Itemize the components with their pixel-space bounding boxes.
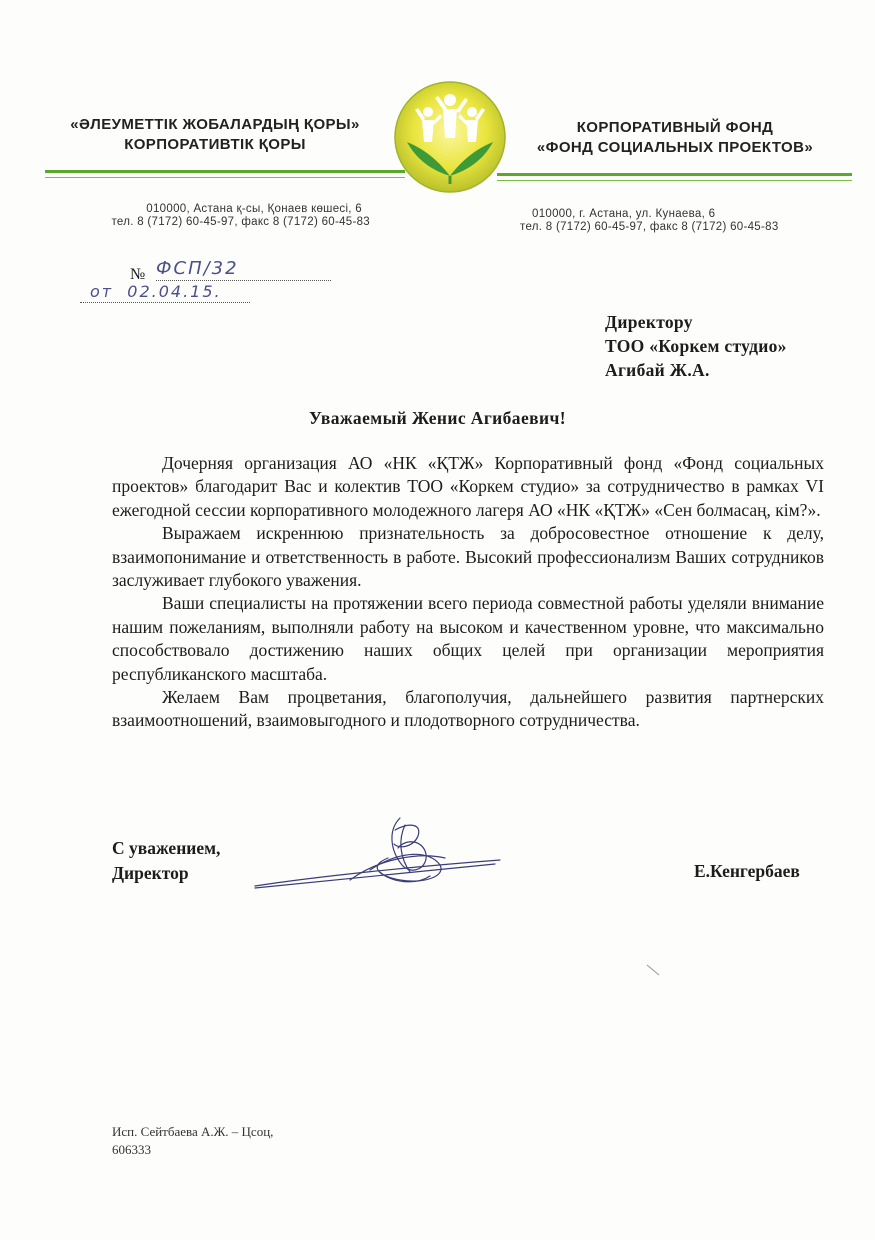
recipient-company: ТОО «Коркем студио» (605, 336, 787, 356)
org-name-kazakh-line2: КОРПОРАТИВТІК ҚОРЫ (124, 136, 306, 153)
executor-block (112, 1123, 273, 1159)
address-block-right (520, 208, 860, 234)
letter-body (112, 452, 824, 733)
address-left: 010000, Астана қ-сы, Қонаев көшесі, 6 (146, 203, 362, 215)
registration-number: ФСП/32 (156, 258, 239, 279)
closing-title: Директор (112, 863, 189, 883)
body-paragraph: Желаем Вам процветания, благополучия, дальнейшего развития партнерских взаимоотношений, взаимовыгодного и плодотворного сотрудничества. (112, 687, 824, 731)
body-paragraph: Ваши специалисты на протяжении всего периода совместной работы уделяли внимание нашим пожеланиям, выполняли работу на высоком и качественном уровне, что максимально способствовало достижению наших общих целей при организации мероприятия республиканского масштаба. (112, 593, 824, 684)
date-value: 02.04.15. (127, 282, 222, 301)
body-paragraph: Выражаем искреннюю признательность за добросовестное отношение к делу, взаимопонимание и ответственность в работе. Высокий профессионализм Ваших сотрудников заслуживает глубокого уважения. (112, 523, 824, 591)
registration-stamp (80, 258, 300, 308)
address-right: 010000, г. Астана, ул. Кунаева, 6 (532, 208, 716, 220)
header-band-right-thin (497, 180, 852, 181)
org-name-russian (500, 118, 850, 158)
date-underline (80, 302, 250, 303)
executor-name: Исп. Сейтбаева А.Ж. – Цсоц, (112, 1124, 274, 1139)
org-name-kazakh (40, 115, 390, 155)
phones-right: тел. 8 (7172) 60-45-97, факс 8 (7172) 60-45-83 (520, 221, 779, 233)
date-prefix: от (90, 282, 114, 301)
org-name-russian-line1: КОРПОРАТИВНЫЙ ФОНД (576, 119, 774, 136)
stray-mark-icon (645, 963, 665, 977)
recipient-position: Директору (605, 312, 693, 332)
recipient-block (605, 310, 787, 382)
address-block-left (50, 203, 370, 229)
registration-date (90, 282, 222, 301)
header-band-left-thin (45, 177, 405, 178)
phones-left: тел. 8 (7172) 60-45-97, факс 8 (7172) 60-45-83 (111, 216, 370, 228)
closing-regards: С уважением, (112, 838, 221, 858)
org-name-kazakh-line1: «ӘЛЕУМЕТТІК ЖОБАЛАРДЫҢ ҚОРЫ» (70, 116, 360, 133)
header-band-left (45, 170, 405, 173)
body-paragraph: Дочерняя организация АО «НК «ҚТЖ» Корпоративный фонд «Фонд социальных проектов» благодарит Вас и колектив ТОО «Коркем студио» за сотрудничество в рамках VI ежегодной сессии корпоративного молодежного лагеря АО «НК «ҚТЖ» «Сен болмасаң, кім?». (112, 453, 824, 520)
signer-name: Е.Кенгербаев (694, 861, 800, 881)
number-sign: № (130, 266, 146, 283)
org-name-russian-line2: «ФОНД СОЦИАЛЬНЫХ ПРОЕКТОВ» (536, 139, 814, 156)
recipient-name: Агибай Ж.А. (605, 360, 710, 380)
handwritten-signature-icon (250, 810, 510, 895)
salutation: Уважаемый Женис Агибаевич! (309, 408, 566, 428)
executor-phone: 606333 (112, 1142, 151, 1157)
header-band-right (497, 173, 852, 176)
closing-block (112, 836, 220, 886)
number-underline (156, 280, 331, 281)
fund-logo-icon (393, 80, 507, 194)
